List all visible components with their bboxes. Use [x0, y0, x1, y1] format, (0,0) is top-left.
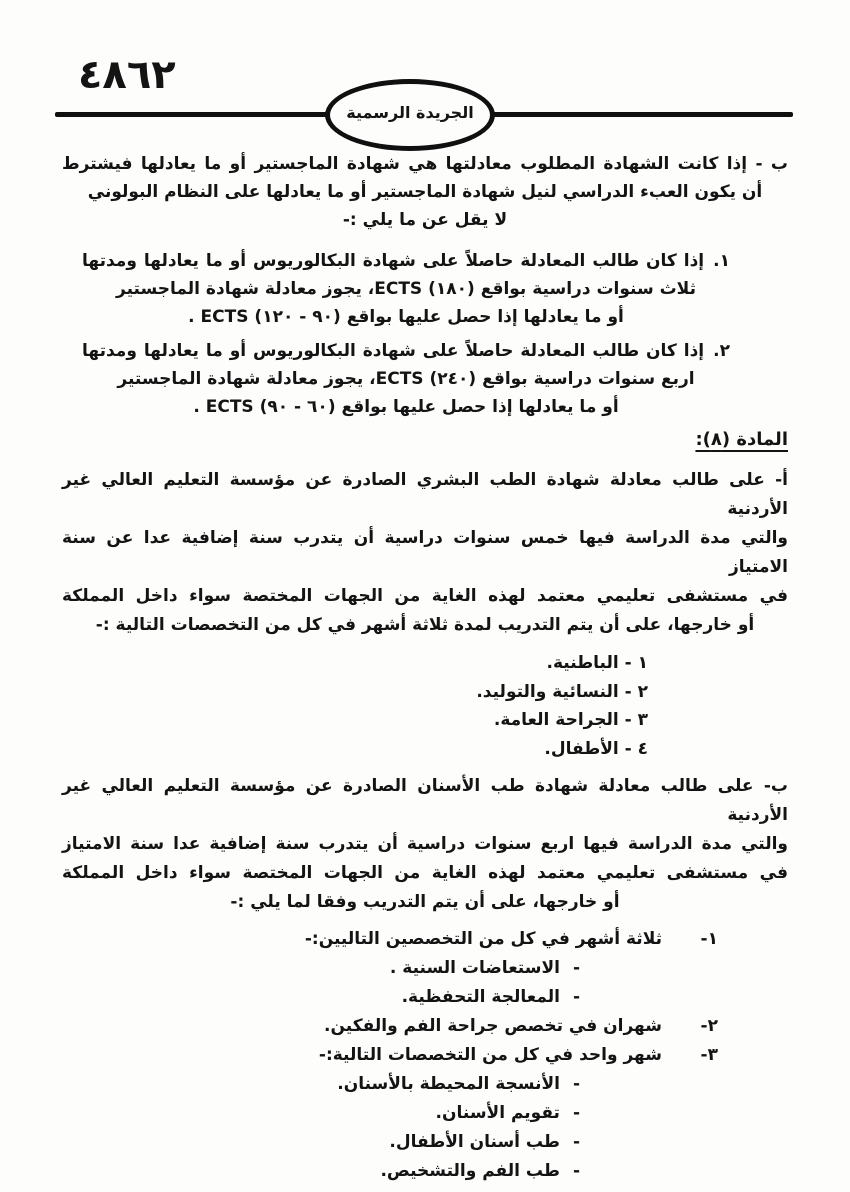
dental-subitem: [62, 1070, 580, 1099]
list-item: ١ - الباطنية.: [546, 653, 648, 673]
dental-item-3: [62, 1041, 718, 1070]
list-item: ٤ - الأطفال.: [544, 738, 648, 759]
dental-subitem: [62, 1099, 580, 1128]
text-line: أ- على طالب معادلة شهادة الطب البشري الصادرة عن مؤسسة التعليم العالي غير الأردنية: [62, 470, 788, 519]
text-line: الأنسجة المحيطة بالأسنان.: [337, 1074, 560, 1094]
gazette-title: الجريدة الرسمية: [346, 102, 474, 122]
text-line: تقويم الأسنان.: [435, 1103, 560, 1123]
dash-marker: -: [572, 958, 580, 978]
text-line: أو ما يعادلها إذا حصل عليها بواقع (٦٠ - ٩٠) ECTS .: [193, 397, 619, 417]
dash-marker: -: [572, 1103, 580, 1123]
text-line: والتي مدة الدراسة فيها خمس سنوات دراسية أن يتدرب سنة إضافية عدا عن سنة الامتياز: [62, 528, 788, 577]
dental-subitem: [62, 983, 580, 1012]
document-body: [62, 150, 788, 1186]
list-item: ٣ - الجراحة العامة.: [493, 710, 648, 730]
dash-marker: -: [572, 1074, 580, 1094]
text-line: ثلاث سنوات دراسية بواقع (١٨٠) ECTS، يجوز معادلة شهادة الماجستير: [116, 279, 696, 299]
text-line: طب الفم والتشخيص.: [380, 1161, 560, 1181]
text-line: أن يكون العبء الدراسي لنيل شهادة الماجستير أو ما يعادلها على النظام البولوني: [87, 182, 763, 202]
text-line: إذا كان طالب المعادلة حاصلاً على شهادة البكالوريوس أو ما يعادلها ومدتها: [82, 341, 705, 361]
dental-training-list: [62, 925, 788, 1186]
text-line: والتي مدة الدراسة فيها اربع سنوات دراسية أن يتدرب سنة إضافية عدا سنة الامتياز: [62, 834, 788, 854]
item-number: ١-: [700, 929, 718, 949]
medicine-specialties-list: [62, 649, 648, 763]
page-number: ٤٨٦٢: [78, 52, 176, 98]
text-line: طب أسنان الأطفال.: [389, 1132, 560, 1152]
text-line: ب - إذا كانت الشهادة المطلوب معادلتها هي شهادة الماجستير أو ما يعادلها فيشترط: [62, 154, 788, 174]
dash-marker: -: [572, 1161, 580, 1181]
article-8-para-b: [62, 772, 788, 917]
clause-b-intro: [62, 150, 788, 234]
dental-item-2: [62, 1012, 718, 1041]
item-number: ٢-: [700, 1016, 718, 1036]
dental-subitem: [62, 1128, 580, 1157]
article-8-para-a: [62, 466, 788, 640]
text-line: الاستعاضات السنية .: [389, 958, 560, 978]
dash-marker: -: [572, 987, 580, 1007]
text-line: المعالجة التحفظية.: [401, 987, 560, 1007]
text-line: في مستشفى تعليمي معتمد لهذه الغاية من الجهات المختصة سواء داخل المملكة: [62, 586, 788, 606]
text-line: لا يقل عن ما يلي :-: [342, 210, 508, 230]
text-line: ثلاثة أشهر في كل من التخصصين التاليين:-: [304, 929, 662, 949]
text-line: إذا كان طالب المعادلة حاصلاً على شهادة البكالوريوس أو ما يعادلها ومدتها: [82, 251, 705, 271]
list-item: ٢ - النسائية والتوليد.: [476, 681, 648, 702]
gazette-oval-badge: [325, 79, 495, 151]
text-line: ب- على طالب معادلة شهادة طب الأسنان الصادرة عن مؤسسة التعليم العالي غير الأردنية: [62, 776, 788, 825]
equivalency-item-1: [82, 247, 730, 331]
dental-item-1: [62, 925, 718, 954]
text-line: أو خارجها، على أن يتم التدريب وفقا لما يلي :-: [230, 892, 620, 912]
dash-marker: -: [572, 1132, 580, 1152]
text-line: اربع سنوات دراسية بواقع (٢٤٠) ECTS، يجوز معادلة شهادة الماجستير: [117, 369, 695, 389]
dental-subitem: [62, 1157, 580, 1186]
text-line: أو ما يعادلها إذا حصل عليها بواقع (٩٠ - ١٢٠) ECTS .: [188, 307, 624, 327]
equivalency-item-2: [82, 337, 730, 421]
item-number: ٣-: [700, 1045, 718, 1065]
text-line: أو خارجها، على أن يتم التدريب لمدة ثلاثة أشهر في كل من التخصصات التالية :-: [95, 615, 755, 635]
text-line: شهران في تخصص جراحة الفم والفكين.: [324, 1016, 662, 1036]
item-number: ١.: [713, 251, 730, 271]
item-number: ٢.: [713, 341, 730, 361]
article-8-heading: المادة (٨):: [695, 429, 788, 450]
text-line: في مستشفى تعليمي معتمد لهذه الغاية من الجهات المختصة سواء داخل المملكة: [62, 863, 788, 883]
dental-subitem: [62, 954, 580, 983]
text-line: شهر واحد في كل من التخصصات التالية:-: [318, 1045, 662, 1065]
